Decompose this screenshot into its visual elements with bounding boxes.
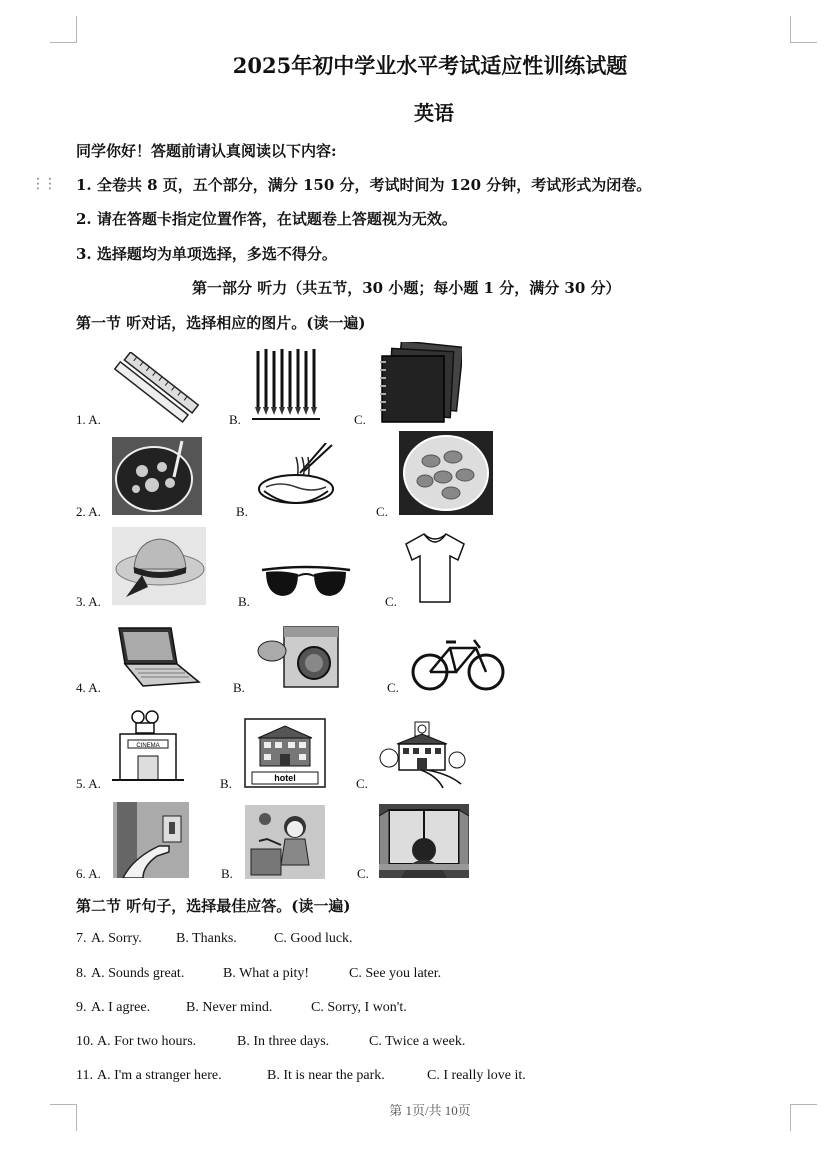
q9-number: 9.	[76, 1000, 87, 1015]
q6-option-b-label: B.	[221, 866, 233, 881]
noodles-icon[interactable]	[256, 443, 336, 513]
section2-heading: 第二节 听句子，选择最佳应答。(读一遍)	[76, 897, 351, 915]
ruler-icon[interactable]	[112, 352, 202, 424]
hotel-sign-text: hotel	[274, 773, 296, 783]
q10-option-a: A. For two hours.	[97, 1034, 197, 1049]
q6-option-a-label: 6. A.	[76, 866, 101, 881]
page-corner-mark	[50, 16, 77, 43]
instructions-greeting: 同学你好！答题前请认真阅读以下内容:	[76, 142, 337, 160]
q7-option-c: C. Good luck.	[274, 931, 353, 946]
hat-icon[interactable]	[112, 527, 206, 605]
page-corner-mark	[790, 16, 817, 43]
dumplings-icon[interactable]	[399, 431, 493, 515]
q7-option-b: B. Thanks.	[176, 931, 237, 946]
q2-option-a-label: 2. A.	[76, 504, 101, 519]
q8-option-b: B. What a pity!	[223, 966, 310, 981]
q11-option-c: C. I really love it.	[427, 1068, 526, 1083]
cinema-icon[interactable]	[112, 710, 184, 784]
q4-option-a-label: 4. A.	[76, 680, 101, 695]
q5-option-c-label: C.	[356, 776, 368, 791]
q1-option-c-label: C.	[354, 412, 366, 427]
hotel-icon[interactable]	[244, 718, 326, 788]
pencils-icon[interactable]	[252, 345, 322, 421]
q5-option-b-label: B.	[220, 776, 232, 791]
exam-title: 2025年初中学业水平考试适应性训练试题	[232, 53, 628, 78]
sunglasses-icon[interactable]	[258, 562, 354, 602]
page-number: 第 1页/共 10页	[389, 1103, 471, 1118]
q10-number: 10.	[76, 1034, 94, 1049]
laptop-icon[interactable]	[113, 624, 201, 690]
instruction-item-1: 1. 全卷共 8 页，五个部分，满分 150 分，考试时间为 120 分钟，考试形式为闭卷。	[76, 176, 652, 194]
q8-number: 8.	[76, 966, 87, 981]
washing-machine-icon[interactable]	[256, 625, 342, 689]
q7-option-a: A. Sorry.	[91, 931, 142, 946]
q3-option-c-label: C.	[385, 594, 397, 609]
q1-option-b-label: B.	[229, 412, 241, 427]
section1-heading: 第一节 听对话，选择相应的图片。(读一遍)	[76, 314, 366, 332]
q8-option-a: A. Sounds great.	[91, 966, 185, 981]
q9-option-b: B. Never mind.	[186, 1000, 273, 1015]
q9-option-a: A. I agree.	[91, 1000, 151, 1015]
q7-number: 7.	[76, 931, 87, 946]
q4-option-b-label: B.	[233, 680, 245, 695]
tshirt-icon[interactable]	[402, 530, 468, 606]
instruction-item-3: 3. 选择题均为单项选择，多选不得分。	[76, 245, 337, 263]
q6-option-c-label: C.	[357, 866, 369, 881]
q1-option-a-label: 1. A.	[76, 412, 101, 427]
instruction-item-2: 2. 请在答题卡指定位置作答，在试题卷上答题视为无效。	[76, 210, 457, 228]
light-switch-icon[interactable]	[113, 802, 189, 878]
q5-option-a-label: 5. A.	[76, 776, 101, 791]
q9-option-c: C. Sorry, I won't.	[311, 1000, 407, 1015]
q11-option-a: A. I'm a stranger here.	[97, 1068, 222, 1083]
q2-option-b-label: B.	[236, 504, 248, 519]
q3-option-a-label: 3. A.	[76, 594, 101, 609]
q10-option-b: B. In three days.	[237, 1034, 330, 1049]
cinema-sign-text: CINEMA	[136, 743, 160, 749]
window-icon[interactable]	[379, 804, 469, 878]
q8-option-c: C. See you later.	[349, 966, 442, 981]
q10-option-c: C. Twice a week.	[369, 1034, 466, 1049]
q11-number: 11.	[76, 1068, 93, 1083]
q3-option-b-label: B.	[238, 594, 250, 609]
exam-subject: 英语	[414, 101, 454, 125]
drag-handle-icon[interactable]: ⋮⋮	[31, 176, 55, 192]
school-icon[interactable]	[377, 720, 467, 790]
q2-option-c-label: C.	[376, 504, 388, 519]
q11-option-b: B. It is near the park.	[267, 1068, 385, 1083]
part1-heading: 第一部分 听力（共五节，30 小题；每小题 1 分，满分 30 分）	[192, 279, 621, 297]
girl-watering-icon[interactable]	[245, 805, 325, 879]
q4-option-c-label: C.	[387, 680, 399, 695]
salad-icon[interactable]	[112, 437, 202, 515]
bicycle-icon[interactable]	[410, 632, 506, 692]
notebooks-icon[interactable]	[376, 342, 462, 424]
